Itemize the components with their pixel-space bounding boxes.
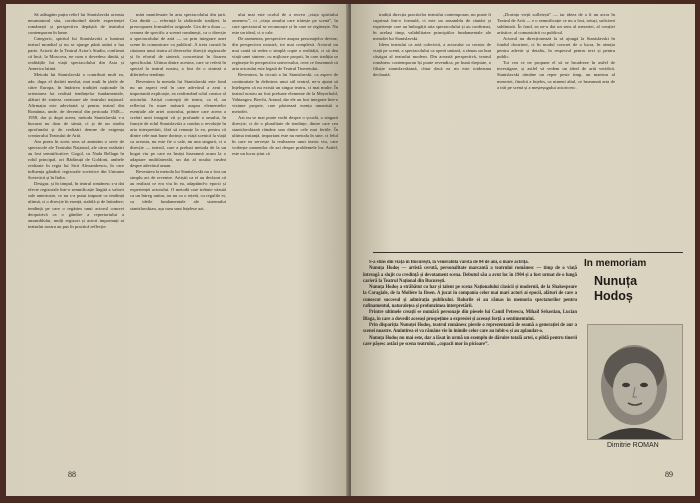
memoriam-author: Dimitrie ROMAN xyxy=(607,442,659,449)
paragraph: Desigur, și în timpul, în teatrul românesc s-a dat efecte regizorale într-o semnificație lărgită a valorii sale anterioare, ce nu s-a putut impune ca tendință ultimă, ci o direcție în esență, stabilă și de întindere; tendință pe care o regăsim unui actorul concret deopotrivă ca o gândire a repertoriului a ansamblului, mulți regizori și actori importanți ai teatrului nostru au pus în practică reflecție. xyxy=(28,181,124,229)
memoriam-name-first: Nunuța xyxy=(594,274,638,288)
paragraph: Ideea teatrului ca artă colectivă, a actorului ca creator de viață pe scenă, a spectacolului ca operă unitară, a rămas un bun câștigat al teatrului modern. Din această perspectivă, teatrul românesc contemporan își poate revendica, pe bună dreptate, o filiație stanislavskiană, chiar dacă ea nu este totdeauna declarată. xyxy=(373,42,491,78)
left-column-1 xyxy=(28,12,124,467)
paragraph: De asemenea, perspective asupra personajelor devine, din perspectiva noastră, tot mai complexă. Actorul nu mai caută să redea o simplă copie a realității, ci să dea viață unei sinteze, cu mijloace proprii, în care tradiția se regăsește în perspectiva universului, ceea ce înseamnă că arta actorului este legată de Teatrul Tineretului. xyxy=(232,36,338,72)
paragraph: Tot cea ce ne propune el să se încadreze în astfel de investigare, și astfel să vedem un ideal de artă veridică. Stanislavski rămâne un reper peste timp, un maestru al meseriei, fiindcă a înțeles, ca nimeni altul, ce înseamnă arta de a trăi pe scenă și a meșteșugului actoricesc. xyxy=(497,60,615,90)
paragraph: mări manifestate în arta spectacolului din țară. Cea dintâi — referință la rădăcinile tradiției, la preocuparea formulelor originale. Cea de-a doua — crearea de specific a scenei românești, ca o direcție a spectacolului de artă — ca prin integrare unei scene în comunicare cu publicul. A treia constă în căutarea unui teatru al diverselor direcții regizorale și în efortul de sinteză, concretizat în fixarea specificului. Ultima dintre acestea, care se referă în special la teatrul nostru, a fost de o sinteză a diferitelor tendințe. xyxy=(130,12,226,78)
portrait-illustration xyxy=(588,325,682,439)
right-top-column-1 xyxy=(373,12,491,247)
memoriam-heading: In memoriam xyxy=(584,258,647,269)
page-number-right: 89 xyxy=(665,470,673,479)
paragraph: Revenirea la metoda lui Stanislavski nu a fost un simplu act de revenire. Artiștii ca ei au declarat că au realizat ce era viu în ea, adaptând-o epocii și experienței actorului. O metodă care trebuie văzută ca un întreg unitar, iar nu ca o rețetă, cu regulile ei, ca ideile fundamentale ale sistemului stanislavskian, așa cum sunt înțelese azi. xyxy=(130,169,226,211)
paragraph: tradiții direcția practicilor teatrului contemporan, nu poate fi cuprinsă într-o formulă, ci este un ansamblu de căutări și experiențe care au îmbogățit arta spectacolului și au confirmat, în același timp, valabilitatea principiilor fundamentale ale metodei lui Stanislavski. xyxy=(373,12,491,42)
left-page xyxy=(6,4,349,496)
left-column-2 xyxy=(130,12,226,467)
right-page xyxy=(351,4,695,496)
paragraph: Nunuța Hodoș nu mai este, dar a lăsat în urmă un exemplu de dăruire totală artei, o pildă pentru tinerii care pășesc astăzi pe scena teatrului, „copacii mor în picioare”. xyxy=(363,335,577,347)
memoriam-name xyxy=(594,274,637,304)
paragraph: ului mai este ocolul de a recrea „viața spiritului omenesc”, ci „viața omului care trăiește pe scenă”, în care spectatorul se recunoaște și în care se regăsește. Nu este un ideal, ci o cale. xyxy=(232,12,338,36)
paragraph: Revenirea la metoda lui Stanislavski este fond nu un aspect real în care adevărul a avut o importantă explicație, ea reafirmând rolul creator al actorului. Artiști concepți de teatru, ca el, au reflectat în mare măsură asupra elementelor esențiale ale artei actorului, printre care aceea a creării unei imagini vii și profunde a omului, în funcție de rolul Stanislavski a condus o revoluție în arta interpretării, fără să renunțe la ea, pentru că dintre cele mai bune dorințe, o viață scenică la viață ca aceasta, nu este fie o cale, nu una singură, ci o direcție — teatrul, care a preluat metoda de la un bogat viu pe care ea însăși înseamnă acum la o adaptare multilaterală, un dat al noului cuvânt despre adevărul uman. xyxy=(130,78,226,169)
page-number-left: 88 xyxy=(68,470,76,479)
paragraph: Revenirea, în circuit a lui Stanislavski, ca aspect de continuitate în definirea unui stil teatral, ne-a ajutat să înțelegem că nu există un singur teatru, ci mai multe. În teatrul nostru au fost preluate elemente de la Meyerhold, Vahtangov, Brecht, Artaud, dar ele au fost integrate într-o viziune proprie, care păstrează esența umanistă a metodei. xyxy=(232,72,338,114)
paragraph: Printre ultimele creații se numără personaje din piesele lui Camil Petrescu, Mihail Sebastian, Lucian Blaga, în care a dovedit aceeași prospețime a expresiei și aceeași forță a sentimentului. xyxy=(363,310,577,322)
paragraph: Nunuța Hodoș — artistă cerută, personalitate marcantă a teatrului românesc — timp de o viață întreagă a slujit cu credință și devotament scena. Debutul său a avut loc în 1904 și a fost urmat de o lungă carieră la Teatrul Național din București. xyxy=(363,266,577,284)
paragraph: Azi nu se mai poate vorbi despre o școală, o singură direcție, ci de o pluralitate de tendințe, dintre care cea stanislavskiană rămâne una dintre cele mai fertile. În ultima instanță, important este nu metoda în sine, ci felul în care ea servește la realizarea unui teatru viu, care vorbește oamenilor de azi despre problemele lor. Astfel, este un lucru știut că xyxy=(232,114,338,157)
paragraph: Metoda lui Stanislavski a contribuit mult ea, ade, dupa el dotării meslui, mai mult în țările de către Europa, în întărirea tradiției naționale în orientarea lor realistă tendințelor fundamentale, alături de sinteza creatoare ale teatrului național. Afirmația este adevărată și pentru teatrul din România, unde, de deceniul din perioada 1948—1958, dar și după aceea, metoda Stanislavski s-a bucurat nu doar de stimă, ci și de un studiu aprofundat și de realizări demne de exigența creatorului Teatrului de Artă. xyxy=(28,72,124,138)
section-divider xyxy=(373,252,683,253)
paragraph: Am putea în acest sens să amintim o serie de spectacole ale Teatrului Național, ale căror realizări au fost semnificative: Gogol, cu Nada Bellagn în rolul principal, ori Bădăruță de Goldoni, ambele realizate în regia lui Sică Alexandrescu, în care influența gândirii regizorale sovietice din Uniunea Sovietică și în Italia. xyxy=(28,138,124,181)
left-column-3 xyxy=(232,12,338,467)
memoriam-text xyxy=(363,260,577,470)
paragraph: Categoric, spiritul lui Stanislavski a luminat teatrul mondial și nu se ajunge până astăzi a lua parte. Actorii de la Teatrul Actor's Studio, confirmă că încă, la Moscova, ne cum o dovedesc dintăi, și realitățile lui viață spectacolului din Asia și America latină. xyxy=(28,36,124,72)
paragraph: Nunuța Hodoș a străbătut cu har și talent pe scena Naționalului clasicii și modernii, de la Shakespeare la Caragiale, de la Molière la Ibsen. A jucat în compania celor mai mari actori ai epocii, alături de care a cunoscut succesul și admirația publicului. Rolurile ei au rămas în memoria spectatorilor pentru rafinamentul, naturalețea și profunzimea interpretării. xyxy=(363,285,577,310)
right-top-column-2 xyxy=(497,12,615,247)
paragraph: S-a stins din viață în București, la venerabila vârstă de 84 de ani, o mare actriță. xyxy=(369,260,529,265)
memoriam-name-last: Hodoș xyxy=(594,289,633,303)
portrait-photo xyxy=(587,324,683,440)
paragraph: Prin dispariția Nunuței Hodoș, teatrul românesc pierde o reprezentantă de seamă a generației de aur a scenei noastre. Amintirea ei va rămâne vie în inimile celor care au iubit-o și au aplaudat-o. xyxy=(363,322,577,335)
paragraph: „Dorința vieții sufletești” — iar ideea de a fi un actor în Teatrul de Artă — e o semnificație ce nu a fost, totuși, suficient subliniată. În fond, ea ne-a dat un sens al meseriei, al creației artistice, al comunicării cu publicul. xyxy=(497,12,615,36)
paragraph: Actorul nu direcționează la să ajungă la Stanislavski în fondul doctrinei, ci în modul concret de a lucra, în atenția pentru adevăr și detaliu, în respectul pentru text și pentru public. xyxy=(497,36,615,60)
paragraph: Să adăugăm puțin relief lui Stanislavski aceasta neurmatorul său, coroborând datele experienței românești și perspectiva depășită de teatrului contemporan în lume. xyxy=(28,12,124,36)
